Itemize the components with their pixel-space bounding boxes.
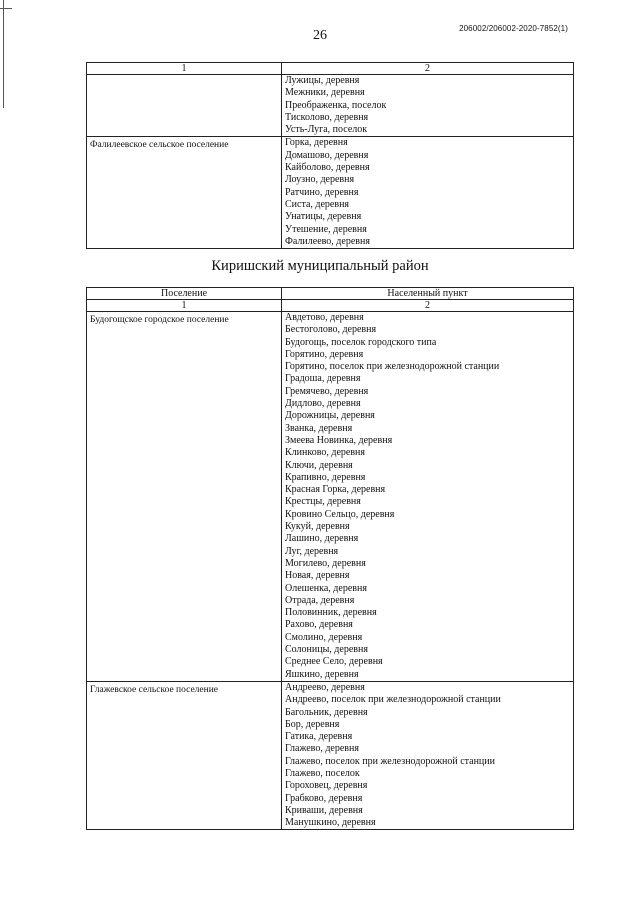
place-item: Грабково, деревня [285,792,363,804]
place-item: Гороховец, деревня [285,780,368,792]
place-item: Горятино, деревня [285,348,364,360]
place-item: Ключи, деревня [285,459,353,471]
place-item: Крапивно, деревня [285,471,366,483]
table-row [87,137,574,249]
place-item: Фалилеево, деревня [285,235,370,247]
place-item: Глажево, деревня [285,743,359,755]
place-item: Авдетово, деревня [285,312,364,323]
header-row [87,288,574,300]
place-item: Луг, деревня [285,545,339,557]
place-item: Домашово, деревня [285,149,369,161]
place-item: Дидлово, деревня [285,398,361,410]
place-item: Градоша, деревня [285,373,361,385]
place-item: Багольник, деревня [285,706,368,718]
settlements-table-continued [86,62,574,249]
place-item: Андреево, деревня [285,681,365,693]
table-row [87,312,574,682]
place-item: Кровино Сельцо, деревня [285,508,395,520]
place-item: Кукуй, деревня [285,521,350,533]
column-number-1: 1 [87,300,282,312]
place-item: Могилево, деревня [285,557,366,569]
place-item: Преображенка, поселок [285,99,387,111]
place-item: Яшкино, деревня [285,668,359,680]
column-number-1: 1 [87,63,282,75]
places-cell [282,681,574,830]
settlement-cell [87,75,282,137]
place-item: Ратчино, деревня [285,186,359,198]
place-item: Бестоголово, деревня [285,324,377,336]
place-item: Змеева Новинка, деревня [285,434,393,446]
column-header-settlement: Поселение [87,288,282,300]
place-item: Лашино, деревня [285,533,359,545]
document-id: 206002/206002-2020-7852(1) [459,24,568,33]
place-item: Лужицы, деревня [285,75,360,86]
place-item: Манушкино, деревня [285,817,376,829]
place-item: Горятино, поселок при железнодорожной станции [285,361,500,373]
settlement-cell: Фалилеевское сельское поселение [87,137,282,249]
column-number-2: 2 [282,63,574,75]
scan-edge-mark [0,0,14,110]
place-item: Межники, деревня [285,87,365,99]
place-item: Рахово, деревня [285,619,353,631]
table-row [87,681,574,830]
section-title: Киришский муниципальный район [211,258,429,274]
column-header-locality: Населенный пункт [282,288,574,300]
place-item: Олешенка, деревня [285,582,367,594]
place-item: Глажево, поселок [285,767,360,779]
place-item: Утешение, деревня [285,223,367,235]
settlement-cell: Будогощское городское поселение [87,312,282,682]
place-item: Горка, деревня [285,137,348,149]
table-row [87,75,574,137]
place-item: Гремячево, деревня [285,385,369,397]
place-item: Глажево, поселок при железнодорожной станции [285,755,495,767]
column-number-row [87,300,574,312]
column-number-2: 2 [282,300,574,312]
page-number: 26 [313,28,327,43]
places-cell [282,137,574,249]
place-item: Систа, деревня [285,198,350,210]
place-item: Крестцы, деревня [285,496,361,508]
place-item: Новая, деревня [285,570,350,582]
place-item: Унатицы, деревня [285,211,362,223]
place-item: Криваши, деревня [285,804,363,816]
place-item: Отрада, деревня [285,594,355,606]
settlement-cell: Глажевское сельское поселение [87,681,282,830]
place-item: Званка, деревня [285,422,353,434]
place-item: Половинник, деревня [285,607,377,619]
place-item: Среднее Село, деревня [285,656,383,668]
place-item: Солоницы, деревня [285,644,368,656]
place-item: Смолино, деревня [285,631,363,643]
place-item: Лоузно, деревня [285,174,355,186]
place-item: Клинково, деревня [285,447,366,459]
place-item: Усть-Луга, поселок [285,124,368,136]
place-item: Красная Горка, деревня [285,484,386,496]
place-item: Дорожницы, деревня [285,410,375,422]
places-cell [282,312,574,682]
column-number-row [87,63,574,75]
place-item: Гатика, деревня [285,731,353,743]
settlements-table [86,287,574,830]
place-item: Андреево, поселок при железнодорожной станции [285,694,501,706]
place-item: Будогощь, поселок городского типа [285,336,437,348]
place-item: Кайболово, деревня [285,162,370,174]
place-item: Тисколово, деревня [285,111,369,123]
places-cell [282,75,574,137]
place-item: Бор, деревня [285,718,340,730]
